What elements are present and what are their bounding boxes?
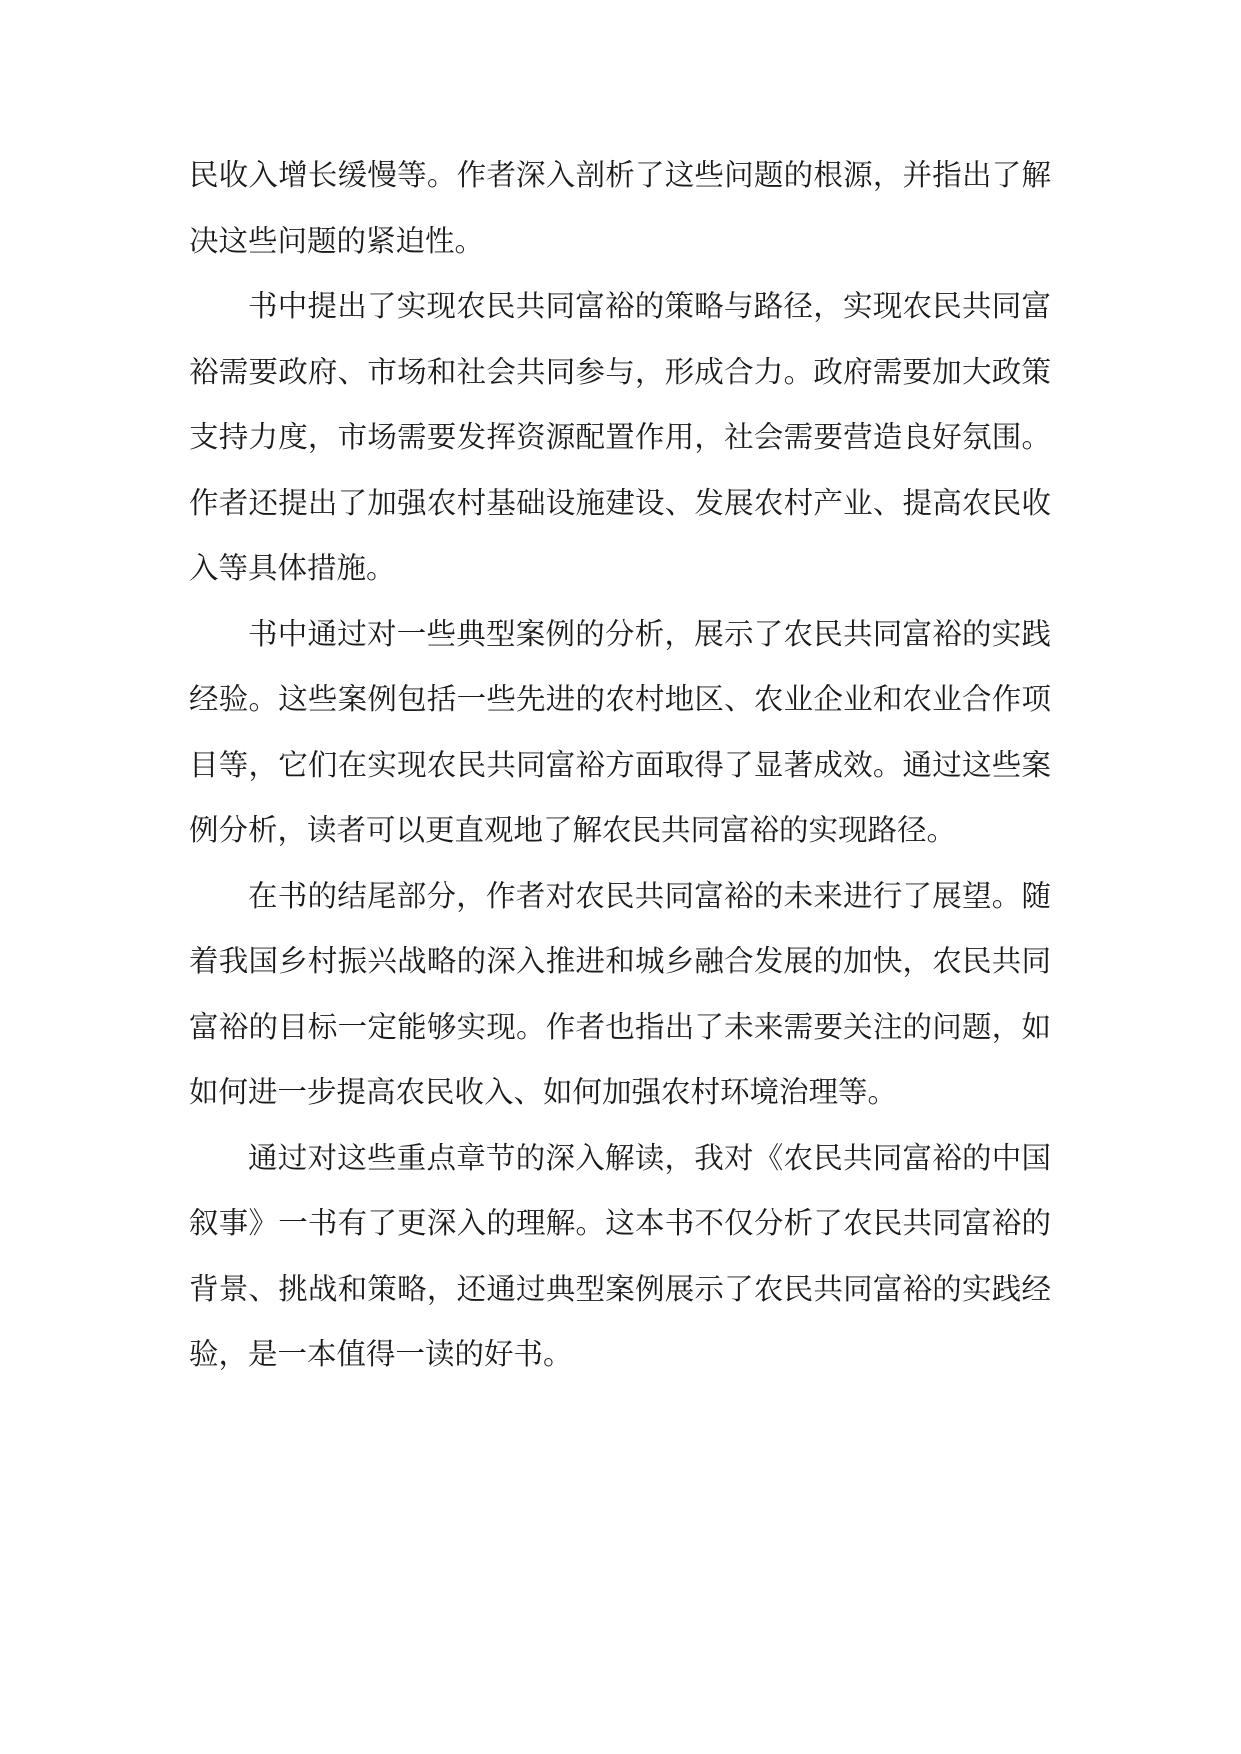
paragraph-strategy: 书中提出了实现农民共同富裕的策略与路径，实现农民共同富裕需要政府、市场和社会共同参与，形成合力。政府需要加大政策支持力度，市场需要发挥资源配置作用，社会需要营造良好氛围。作者还提出了加强农村基础设施建设、发展农村产业、提高农民收入等具体措施。: [189, 289, 1051, 585]
paragraph-outlook: 在书的结尾部分，作者对农民共同富裕的未来进行了展望。随着我国乡村振兴战略的深入推进和城乡融合发展的加快，农民共同富裕的目标一定能够实现。作者也指出了未来需要关注的问题，如如何进一步提高农民收入、如何加强农村环境治理等。: [189, 878, 1051, 1109]
paragraph-conclusion: 通过对这些重点章节的深入解读，我对《农民共同富裕的中国叙事》一书有了更深入的理解。这本书不仅分析了农民共同富裕的背景、挑战和策略，还通过典型案例展示了农民共同富裕的实践经验，是一本值得一读的好书。: [189, 1140, 1051, 1371]
paragraph-continued: 民收入增长缓慢等。作者深入剖析了这些问题的根源，并指出了解决这些问题的紧迫性。: [189, 158, 1051, 258]
paragraph-cases: 书中通过对一些典型案例的分析，展示了农民共同富裕的实践经验。这些案例包括一些先进的农村地区、农业企业和农业合作项目等，它们在实现农民共同富裕方面取得了显著成效。通过这些案例分析，读者可以更直观地了解农民共同富裕的实现路径。: [189, 616, 1051, 847]
body-text: [189, 143, 1051, 1388]
